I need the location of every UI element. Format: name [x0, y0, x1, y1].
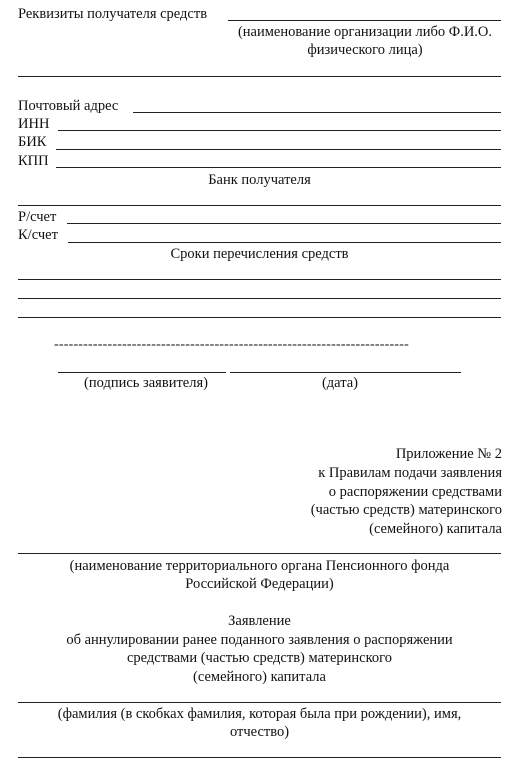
date-field[interactable]: [230, 372, 461, 373]
bank-label: Банк получателя: [208, 172, 311, 188]
ks-label: К/счет: [18, 227, 58, 243]
terms-label: Сроки перечисления средств: [170, 246, 349, 262]
postal-address-label: Почтовый адрес: [18, 98, 119, 114]
appendix-line-1: Приложение № 2: [395, 446, 502, 462]
rs-label: Р/счет: [18, 209, 57, 225]
applicant-name-hint-2: отчество): [229, 724, 290, 740]
postal-address-field[interactable]: [133, 112, 501, 113]
kpp-field[interactable]: [56, 167, 501, 168]
territorial-body-hint-2: Российской Федерации): [185, 576, 334, 592]
recipient-hint-2: физического лица): [307, 42, 423, 58]
date-caption: (дата): [321, 375, 359, 391]
application-subtitle-3: (семейного) капитала: [193, 669, 326, 685]
recipient-label: Реквизиты получателя средств: [18, 6, 208, 22]
bik-label: БИК: [18, 134, 47, 150]
signature-caption: (подпись заявителя): [84, 375, 208, 391]
ks-field[interactable]: [68, 242, 501, 243]
appendix-line-2: к Правилам подачи заявления: [318, 465, 502, 481]
terms-field-1[interactable]: [18, 279, 501, 280]
applicant-name-hint-1: (фамилия (в скобках фамилия, которая была при рождении), имя,: [57, 706, 462, 722]
rs-field[interactable]: [67, 223, 501, 224]
applicant-name-field-2[interactable]: [18, 757, 501, 758]
terms-field-2[interactable]: [18, 298, 501, 299]
appendix-line-5: (семейного) капитала: [369, 521, 502, 537]
inn-field[interactable]: [58, 130, 501, 131]
territorial-body-field[interactable]: [18, 553, 501, 554]
bank-field[interactable]: [18, 205, 501, 206]
terms-field-3[interactable]: [18, 317, 501, 318]
application-subtitle-2: средствами (частью средств) материнского: [126, 650, 393, 666]
dashed-separator: -------------------------------------------------------------------------: [54, 337, 409, 352]
inn-label: ИНН: [18, 116, 50, 132]
bik-field[interactable]: [56, 149, 501, 150]
recipient-field-line-2[interactable]: [18, 76, 501, 77]
appendix-line-4: (частью средств) материнского: [310, 502, 502, 518]
signature-field[interactable]: [58, 372, 226, 373]
appendix-line-3: о распоряжении средствами: [328, 484, 502, 500]
applicant-name-field[interactable]: [18, 702, 501, 703]
recipient-hint-1: (наименование организации либо Ф.И.О.: [237, 24, 493, 40]
territorial-body-hint-1: (наименование территориального органа Пенсионного фонда: [69, 558, 450, 574]
application-title: Заявление: [228, 613, 291, 629]
kpp-label: КПП: [18, 153, 49, 169]
recipient-field[interactable]: [228, 20, 501, 21]
application-subtitle-1: об аннулировании ранее поданного заявления о распоряжении: [66, 632, 453, 648]
